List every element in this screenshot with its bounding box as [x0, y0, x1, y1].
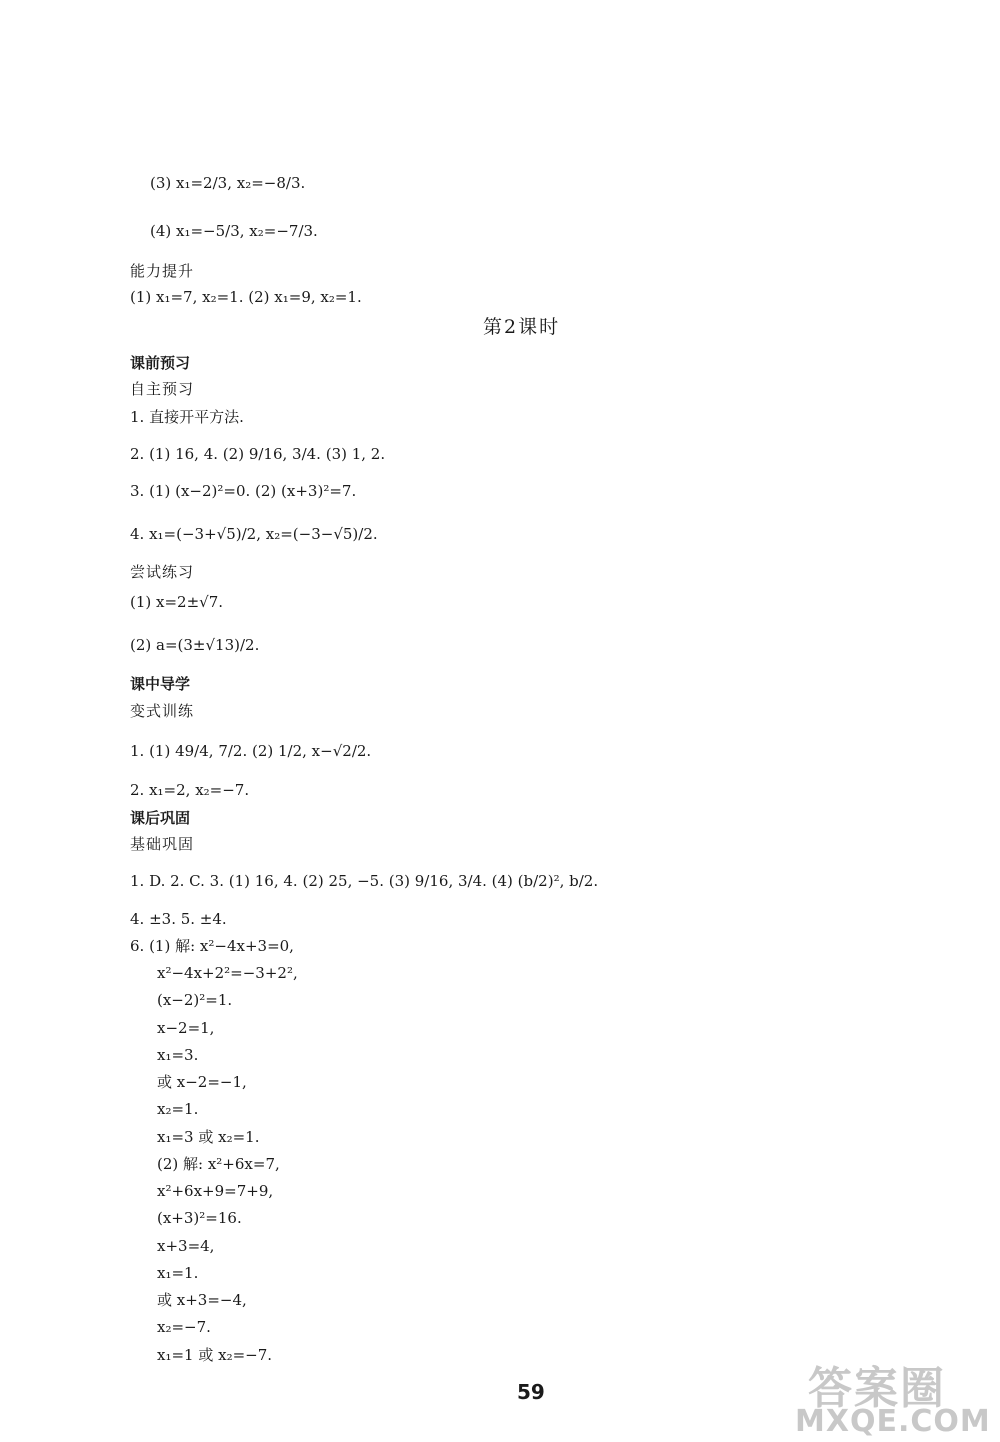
section-heading: 课前预习: [130, 354, 191, 372]
answer-line: (1) x=2±√7.: [130, 593, 224, 611]
answer-line: (3) x₁=2/3, x₂=−8/3.: [150, 174, 306, 192]
answer-line: 4. x₁=(−3+√5)/2, x₂=(−3−√5)/2.: [130, 525, 378, 543]
answer-line: x₂=−7.: [157, 1318, 211, 1336]
section-heading: 课后巩固: [130, 809, 191, 827]
lesson-title: 第2课时: [483, 316, 561, 338]
answer-line: x₁=3 或 x₂=1.: [157, 1128, 260, 1146]
watermark-url: MXQE.COM: [795, 1404, 991, 1439]
page-number: 59: [517, 1380, 545, 1404]
answer-line: (1) x₁=7, x₂=1. (2) x₁=9, x₂=1.: [130, 288, 362, 306]
section-heading: 课中导学: [130, 675, 191, 693]
answer-line: 2. (1) 16, 4. (2) 9/16, 3/4. (3) 1, 2.: [130, 445, 386, 463]
answer-line: (2) 解: x²+6x=7,: [157, 1155, 280, 1173]
subsection-heading: 变式训练: [130, 702, 195, 720]
answer-line: x−2=1,: [157, 1019, 215, 1037]
answer-line: 3. (1) (x−2)²=0. (2) (x+3)²=7.: [130, 482, 357, 500]
answer-line: 1. (1) 49/4, 7/2. (2) 1/2, x−√2/2.: [130, 742, 372, 760]
answer-line: 或 x+3=−4,: [157, 1291, 247, 1309]
answer-line: x₁=1.: [157, 1264, 199, 1282]
answer-line: (4) x₁=−5/3, x₂=−7/3.: [150, 222, 318, 240]
answer-line: 2. x₁=2, x₂=−7.: [130, 781, 250, 799]
subsection-heading: 尝试练习: [130, 563, 195, 581]
subsection-heading: 基础巩固: [130, 835, 195, 853]
answer-line: (2) a=(3±√13)/2.: [130, 636, 260, 654]
answer-line: x₁=1 或 x₂=−7.: [157, 1346, 273, 1364]
subsection-heading: 自主预习: [130, 380, 195, 398]
answer-line: x+3=4,: [157, 1237, 215, 1255]
answer-line: 6. (1) 解: x²−4x+3=0,: [130, 937, 294, 955]
answer-line: (x−2)²=1.: [157, 991, 233, 1009]
answer-line: (x+3)²=16.: [157, 1209, 242, 1227]
answer-line: 或 x−2=−1,: [157, 1073, 247, 1091]
answer-line: 4. ±3. 5. ±4.: [130, 910, 227, 928]
answer-line: 1. 直接开平方法.: [130, 408, 244, 426]
answer-line: x²−4x+2²=−3+2²,: [157, 964, 298, 982]
answer-line: 1. D. 2. C. 3. (1) 16, 4. (2) 25, −5. (3) 9/16, 3/4. (4) (b/2)², b/2.: [130, 872, 599, 890]
answer-line: x²+6x+9=7+9,: [157, 1182, 274, 1200]
subsection-heading: 能力提升: [130, 262, 195, 280]
watermark-logo: 答案圈: [808, 1363, 946, 1414]
answer-line: x₂=1.: [157, 1100, 199, 1118]
answer-line: x₁=3.: [157, 1046, 199, 1064]
